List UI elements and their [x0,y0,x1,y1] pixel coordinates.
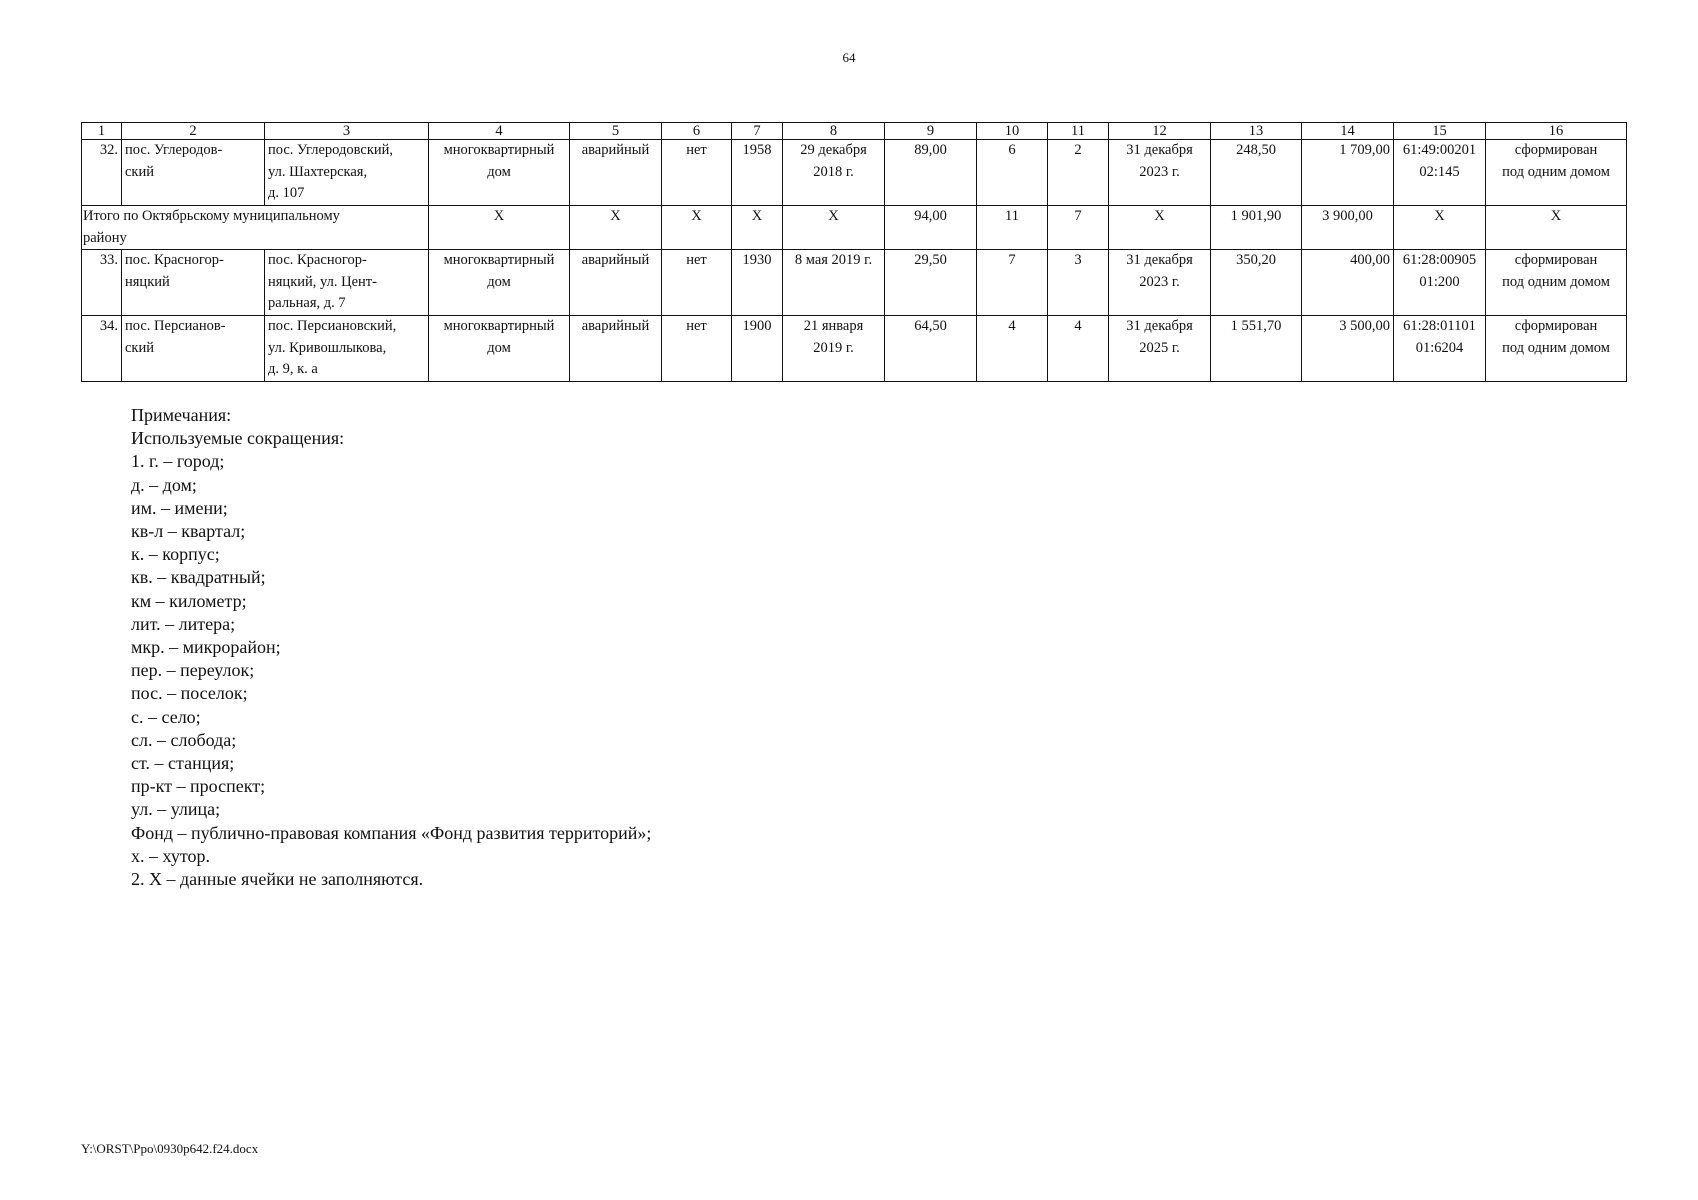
column-header: 13 [1211,123,1302,140]
area-cell: 89,00 [885,140,977,206]
file-path-footer: Y:\ORST\Ppo\0930p642.f24.docx [81,1141,259,1156]
column-header: 5 [570,123,662,140]
date-cell: 8 мая 2019 г. [783,250,885,316]
abbreviation-item: лит. – литера; [131,613,236,634]
deadline-cell: 31 декабря 2025 г. [1109,316,1211,382]
table-row [82,140,1627,206]
total-cell: Х [732,206,783,250]
flag-cell: нет [662,250,732,316]
column-header: 14 [1302,123,1394,140]
value-14-cell: 3 500,00 [1302,316,1394,382]
people-cell: 6 [977,140,1048,206]
total-label: Итого по Октябрьскому муниципальному району [82,206,429,250]
abbreviation-item: сл. – слобода; [131,729,237,750]
settlement-cell: пос. Углеродов- ский [122,140,265,206]
building-type-cell: многоквартирный дом [429,140,570,206]
area-cell: 64,50 [885,316,977,382]
abbreviation-item: км – километр; [131,590,247,611]
status-cell: аварийный [570,250,662,316]
total-cell: Х [429,206,570,250]
column-header: 15 [1394,123,1486,140]
column-header: 11 [1048,123,1109,140]
abbreviation-item: кв-л – квартал; [131,521,246,542]
abbreviation-item: ст. – станция; [131,753,235,774]
row-number: 33. [82,250,122,316]
page-number: 64 [842,50,856,65]
abbreviation-item: Фонд – публично-правовая компания «Фонд развития территорий»; [131,822,652,843]
column-header: 2 [122,123,265,140]
value-13-cell: 350,20 [1211,250,1302,316]
land-cell: сформирован под одним домом [1486,250,1627,316]
status-cell: аварийный [570,316,662,382]
value-13-cell: 1 551,70 [1211,316,1302,382]
row-number: 34. [82,316,122,382]
total-cell: Х [662,206,732,250]
abbreviation-item: кв. – квадратный; [131,567,266,588]
abbreviation-item: с. – село; [131,706,201,727]
column-header: 6 [662,123,732,140]
rooms-cell: 3 [1048,250,1109,316]
people-cell: 4 [977,316,1048,382]
address-cell: пос. Персиановский, ул. Кривошлыкова, д. 9, к. а [265,316,429,382]
year-cell: 1958 [732,140,783,206]
abbreviation-item: х. – хутор. [131,845,210,866]
value-14-cell: 1 709,00 [1302,140,1394,206]
abbreviation-item: ул. – улица; [131,799,221,820]
settlement-cell: пос. Персианов- ский [122,316,265,382]
column-header: 3 [265,123,429,140]
rooms-cell: 4 [1048,316,1109,382]
address-cell: пос. Углеродовский, ул. Шахтерская, д. 107 [265,140,429,206]
abbreviation-item: мкр. – микрорайон; [131,637,281,658]
note-item: 2. Х – данные ячейки не заполняются. [131,869,424,890]
deadline-cell: 31 декабря 2023 г. [1109,250,1211,316]
abbreviation-item: пос. – поселок; [131,683,248,704]
notes-subtitle: Используемые сокращения: [131,428,345,449]
address-cell: пос. Красногор- няцкий, ул. Цент- ральная, д. 7 [265,250,429,316]
total-value-13-cell: 1 901,90 [1211,206,1302,250]
abbreviation-item: к. – корпус; [131,544,220,565]
value-14-cell: 400,00 [1302,250,1394,316]
column-header: 4 [429,123,570,140]
notes-title: Примечания: [131,405,232,425]
total-row [82,206,1627,250]
abbreviation-item: пр-кт – проспект; [131,776,266,797]
date-cell: 21 января 2019 г. [783,316,885,382]
deadline-cell: 31 декабря 2023 г. [1109,140,1211,206]
total-people-cell: 11 [977,206,1048,250]
rooms-cell: 2 [1048,140,1109,206]
column-header: 12 [1109,123,1211,140]
notes-section [131,404,651,891]
column-header: 8 [783,123,885,140]
cadastre-cell: 61:28:00905 01:200 [1394,250,1486,316]
registry-table [81,122,1627,382]
table-row [82,250,1627,316]
cadastre-cell: 61:49:00201 02:145 [1394,140,1486,206]
column-header: 1 [82,123,122,140]
abbreviation-item: пер. – переулок; [131,660,255,681]
settlement-cell: пос. Красногор- няцкий [122,250,265,316]
total-cell: Х [1109,206,1211,250]
total-cell: Х [570,206,662,250]
cadastre-cell: 61:28:01101 01:6204 [1394,316,1486,382]
column-header: 9 [885,123,977,140]
header-row [82,123,1627,140]
building-type-cell: многоквартирный дом [429,250,570,316]
table-row [82,316,1627,382]
abbreviation-item: д. – дом; [131,474,197,495]
total-cell: Х [783,206,885,250]
value-13-cell: 248,50 [1211,140,1302,206]
land-cell: сформирован под одним домом [1486,140,1627,206]
status-cell: аварийный [570,140,662,206]
people-cell: 7 [977,250,1048,316]
abbreviation-item: им. – имени; [131,497,228,518]
column-header: 16 [1486,123,1627,140]
flag-cell: нет [662,316,732,382]
land-cell: сформирован под одним домом [1486,316,1627,382]
date-cell: 29 декабря 2018 г. [783,140,885,206]
building-type-cell: многоквартирный дом [429,316,570,382]
year-cell: 1900 [732,316,783,382]
total-rooms-cell: 7 [1048,206,1109,250]
column-header: 7 [732,123,783,140]
total-cell: Х [1486,206,1627,250]
total-area-cell: 94,00 [885,206,977,250]
total-cell: Х [1394,206,1486,250]
row-number: 32. [82,140,122,206]
total-value-14-cell: 3 900,00 [1302,206,1394,250]
abbreviation-item: 1. г. – город; [131,451,225,472]
column-header: 10 [977,123,1048,140]
year-cell: 1930 [732,250,783,316]
flag-cell: нет [662,140,732,206]
area-cell: 29,50 [885,250,977,316]
